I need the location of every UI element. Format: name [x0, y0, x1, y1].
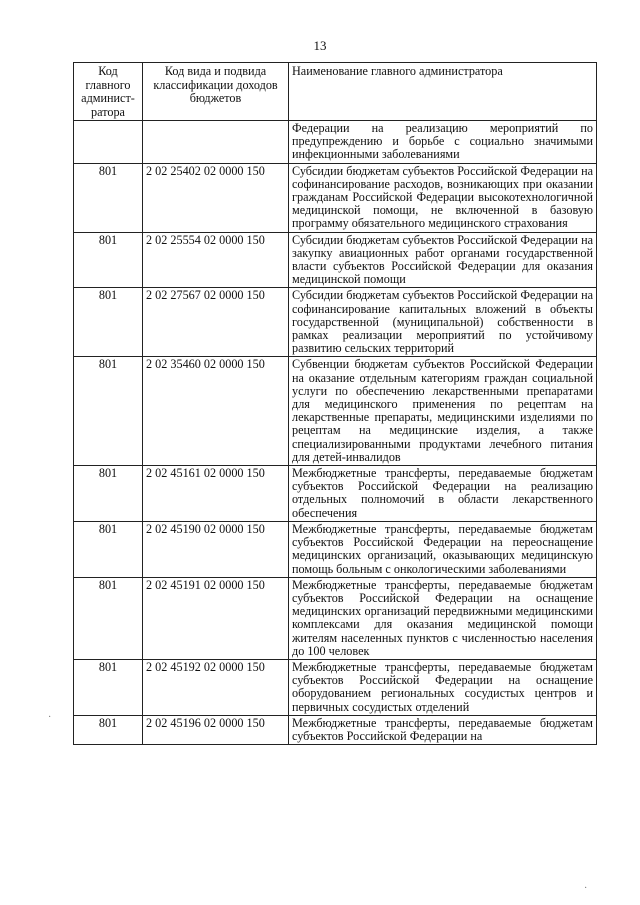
page-number: 13: [313, 38, 327, 53]
table-row: [74, 232, 597, 288]
cell-admin-code: 801: [74, 288, 143, 357]
cell-admin-code: [74, 121, 143, 164]
cell-admin-name: Субсидии бюджетам субъектов Российской Федерации на софинансирование расходов, возникающих при оказании гражданам Российской Федерации высокотехнологичной медицинской помощи, не включенной в базовую программу обязательного медицинского страхования: [289, 163, 597, 232]
cell-admin-code: 801: [74, 163, 143, 232]
cell-admin-code: 801: [74, 521, 143, 577]
cell-admin-name: Субвенции бюджетам субъектов Российской Федерации на оказание отдельным категориям граждан социальной услуги по обеспечению лекарственными препаратами для медицинского применения по рецептам на лекарственные препараты, медицинскими изделиями по рецептам на медицинские изделия, а также специализированными продуктами лечебного питания для детей-инвалидов: [289, 357, 597, 466]
cell-admin-name: Субсидии бюджетам субъектов Российской Федерации на софинансирование капитальных вложений в объекты государственной (муниципальной) собственности в рамках реализации мероприятий по устойчивому развитию сельских территорий: [289, 288, 597, 357]
cell-income-code: 2 02 25402 02 0000 150: [143, 163, 289, 232]
cell-income-code: 2 02 25554 02 0000 150: [143, 232, 289, 288]
table-row: [74, 163, 597, 232]
table-row: [74, 659, 597, 715]
table-row: [74, 521, 597, 577]
header-admin-name: Наименование главного администратора: [289, 63, 597, 121]
cell-income-code: 2 02 27567 02 0000 150: [143, 288, 289, 357]
table-row: [74, 121, 597, 164]
table-row: [74, 466, 597, 522]
cell-admin-name: Межбюджетные трансферты, передаваемые бюджетам субъектов Российской Федерации на: [289, 715, 597, 744]
table-row: [74, 288, 597, 357]
table-row: [74, 357, 597, 466]
cell-admin-name: Межбюджетные трансферты, передаваемые бюджетам субъектов Российской Федерации на реализацию отдельных полномочий в области лекарственного обеспечения: [289, 466, 597, 522]
cell-admin-code: 801: [74, 659, 143, 715]
income-classification-table: [73, 62, 597, 745]
cell-income-code: 2 02 45192 02 0000 150: [143, 659, 289, 715]
cell-admin-name: Федерации на реализацию мероприятий по предупреждению и борьбе с социально значимыми инфекционными заболеваниями: [289, 121, 597, 164]
cell-admin-code: 801: [74, 715, 143, 744]
cell-income-code: [143, 121, 289, 164]
cell-income-code: 2 02 45190 02 0000 150: [143, 521, 289, 577]
cell-admin-name: Межбюджетные трансферты, передаваемые бюджетам субъектов Российской Федерации на оснащение оборудованием региональных сосудистых центров и первичных сосудистых отделений: [289, 659, 597, 715]
cell-admin-name: Межбюджетные трансферты, передаваемые бюджетам субъектов Российской Федерации на оснащение медицинских организаций передвижными медицинскими комплексами для оказания медицинской помощи жителям населенных пунктов с численностью населения до 100 человек: [289, 577, 597, 659]
scan-dot-mark: ·: [48, 712, 52, 723]
cell-admin-name: Межбюджетные трансферты, передаваемые бюджетам субъектов Российской Федерации на переоснащение медицинских организаций, оказывающих медицинскую помощь больным с онкологическими заболеваниями: [289, 521, 597, 577]
table-header-row: [74, 63, 597, 121]
scan-dot-mark: ·: [584, 883, 588, 894]
cell-admin-code: 801: [74, 466, 143, 522]
cell-admin-code: 801: [74, 577, 143, 659]
cell-admin-code: 801: [74, 232, 143, 288]
table-row: [74, 715, 597, 744]
cell-income-code: 2 02 35460 02 0000 150: [143, 357, 289, 466]
cell-income-code: 2 02 45161 02 0000 150: [143, 466, 289, 522]
header-admin-code: Код главного админист-ратора: [74, 63, 143, 121]
table-row: [74, 577, 597, 659]
cell-income-code: 2 02 45191 02 0000 150: [143, 577, 289, 659]
cell-admin-code: 801: [74, 357, 143, 466]
cell-income-code: 2 02 45196 02 0000 150: [143, 715, 289, 744]
cell-admin-name: Субсидии бюджетам субъектов Российской Федерации на закупку авиационных работ органами государственной власти субъектов Российской Федерации для оказания медицинской помощи: [289, 232, 597, 288]
header-income-code: Код вида и подвида классификации доходов бюджетов: [143, 63, 289, 121]
